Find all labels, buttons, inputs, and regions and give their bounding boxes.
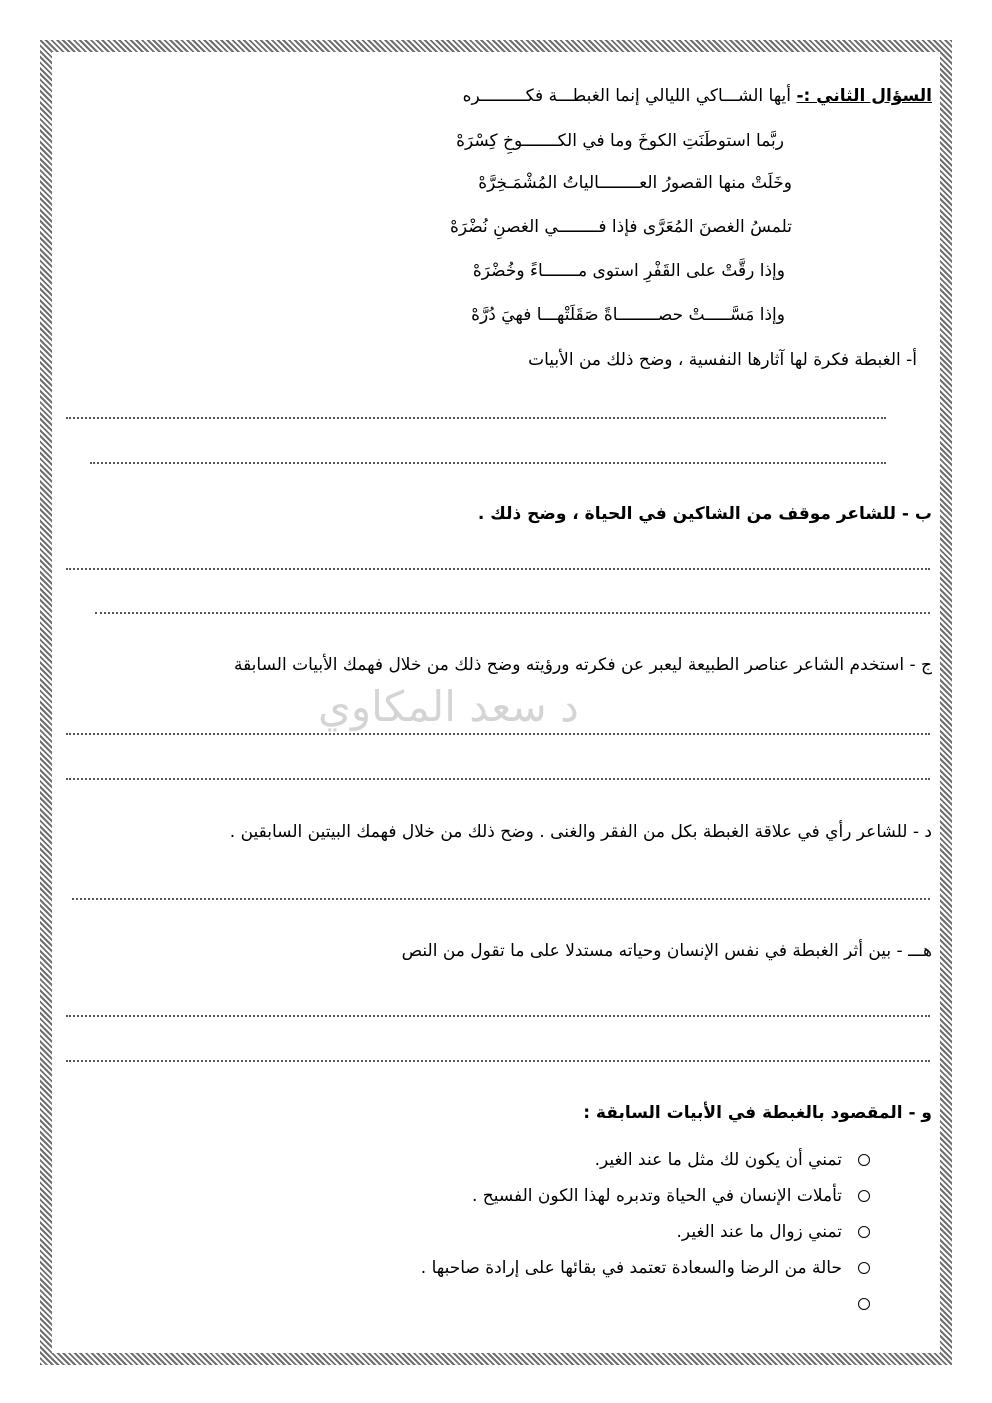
answer-line-c2[interactable] bbox=[66, 778, 930, 780]
option-3-text: تمني زوال ما عند الغير. bbox=[676, 1222, 842, 1242]
answer-line-e1[interactable] bbox=[66, 1015, 930, 1017]
verse-1: أيها الشـــاكي الليالي إنما الغبطـــة فكـــــــــره bbox=[462, 86, 792, 106]
part-e-question: هـــ - بين أثر الغبطة في نفس الإنسان وحياته مستدلا على ما تقول من النص bbox=[401, 941, 932, 961]
option-2-text: تأملات الإنسان في الحياة وتدبره لهذا الكون الفسيح . bbox=[471, 1186, 842, 1206]
option-4-text: حالة من الرضا والسعادة تعتمد في بقائها على إرادة صاحبها . bbox=[420, 1258, 842, 1278]
option-5[interactable] bbox=[142, 1294, 842, 1330]
part-c-question: ج - استخدم الشاعر عناصر الطبيعة ليعبر عن فكرته ورؤيته وضح ذلك من خلال فهمك الأبيات السابقة bbox=[233, 655, 932, 675]
question-heading bbox=[463, 86, 932, 106]
radio-circle-icon[interactable] bbox=[858, 1262, 870, 1274]
radio-circle-icon[interactable] bbox=[858, 1190, 870, 1202]
radio-circle-icon[interactable] bbox=[858, 1226, 870, 1238]
answer-line-b2[interactable] bbox=[95, 612, 930, 614]
option-1-text: تمني أن يكون لك مثل ما عند الغير. bbox=[594, 1150, 842, 1170]
part-a-question: أ- الغبطة فكرة لها آثارها النفسية ، وضح ذلك من الأبيات bbox=[528, 350, 917, 370]
radio-circle-icon[interactable] bbox=[858, 1154, 870, 1166]
option-4[interactable] bbox=[142, 1258, 842, 1294]
watermark: د سعد المكاوي bbox=[318, 682, 579, 731]
part-b-question: ب - للشاعر موقف من الشاكين في الحياة ، وضح ذلك . bbox=[477, 504, 932, 524]
answer-line-c1[interactable] bbox=[66, 733, 930, 735]
verse-3: وخَلَتْ منها القصورُ العــــــــالياتُ المُشْمَـخِرَّهْ bbox=[478, 173, 792, 193]
answer-line-a2[interactable] bbox=[90, 462, 886, 464]
verse-5: وإذا رقَّتْ على القَفْرِ استوى مـــــــاءً وخُضْرَهْ bbox=[472, 261, 785, 281]
radio-circle-icon[interactable] bbox=[858, 1298, 870, 1310]
answer-line-a1[interactable] bbox=[66, 417, 886, 419]
part-f-question: و - المقصود بالغبطة في الأبيات السابقة : bbox=[583, 1103, 932, 1123]
answer-line-d1[interactable] bbox=[72, 898, 930, 900]
question-label: السؤال الثاني :- bbox=[796, 86, 932, 106]
option-3[interactable] bbox=[142, 1222, 842, 1258]
option-1[interactable] bbox=[142, 1150, 842, 1186]
verse-2: ربَّما استوطَنَتِ الكوخَ وما في الكـــــــوخِ كِسْرَهْ bbox=[456, 131, 784, 151]
part-d-question: د - للشاعر رأي في علاقة الغبطة بكل من الفقر والغنى . وضح ذلك من خلال فهمك البيتين السابقين . bbox=[229, 822, 932, 842]
option-2[interactable] bbox=[142, 1186, 842, 1222]
answer-line-e2[interactable] bbox=[66, 1060, 930, 1062]
options-list bbox=[142, 1150, 842, 1330]
verse-4: تلمسُ الغصنَ المُعَرَّى فإذا فــــــــي الغصنِ نُضْرَهْ bbox=[450, 217, 792, 237]
verse-6: وإذا مَسَّـــــتْ حصــــــــاةً صَقَلَتْهـــا فهيَ دُرَّهْ bbox=[471, 305, 785, 325]
answer-line-b1[interactable] bbox=[66, 568, 930, 570]
